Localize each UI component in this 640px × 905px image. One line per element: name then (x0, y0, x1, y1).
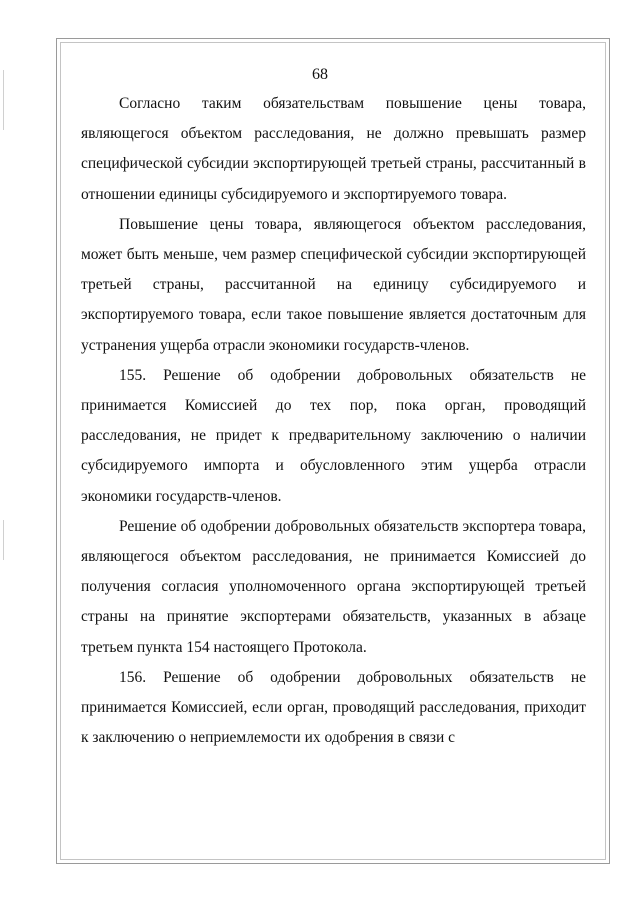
paragraph-155: 155. Решение об одобрении добровольных обязательств не принимается Комиссией до тех пор, пока орган, проводящий расследования, не придет к предварительному заключению о наличии субсидируемого импорта и обусловленного этим ущерба отрасли экономики государств-членов. (81, 366, 586, 505)
paragraph-156: 156. Решение об одобрении добровольных обязательств не принимается Комиссией, если орган, проводящий расследования, приходит к заключению о неприемлемости их одобрения в связи с (81, 668, 586, 747)
paragraph: Повышение цены товара, являющегося объектом расследования, может быть меньше, чем размер специфической субсидии экспортирующей третьей страны, рассчитанной на единицу субсидируемого и экспортируемого товара, если такое повышение является достаточным для устранения ущерба отрасли экономики государств-членов. (81, 215, 586, 354)
page-number: 68 (312, 66, 328, 83)
document-body (81, 89, 586, 753)
scan-edge-mark (3, 520, 4, 560)
paragraph: Согласно таким обязательствам повышение цены товара, являющегося объектом расследования, не должно превышать размер специфической субсидии экспортирующей третьей страны, рассчитанный в отношении единицы субсидируемого и экспортируемого товара. (81, 95, 586, 203)
paragraph: Решение об одобрении добровольных обязательств экспортера товара, являющегося объектом расследования, не принимается Комиссией до получения согласия уполномоченного органа экспортирующей третьей страны на принятие экспортерами обязательств, указанных в абзаце третьем пункта 154 настоящего Протокола. (81, 517, 586, 656)
